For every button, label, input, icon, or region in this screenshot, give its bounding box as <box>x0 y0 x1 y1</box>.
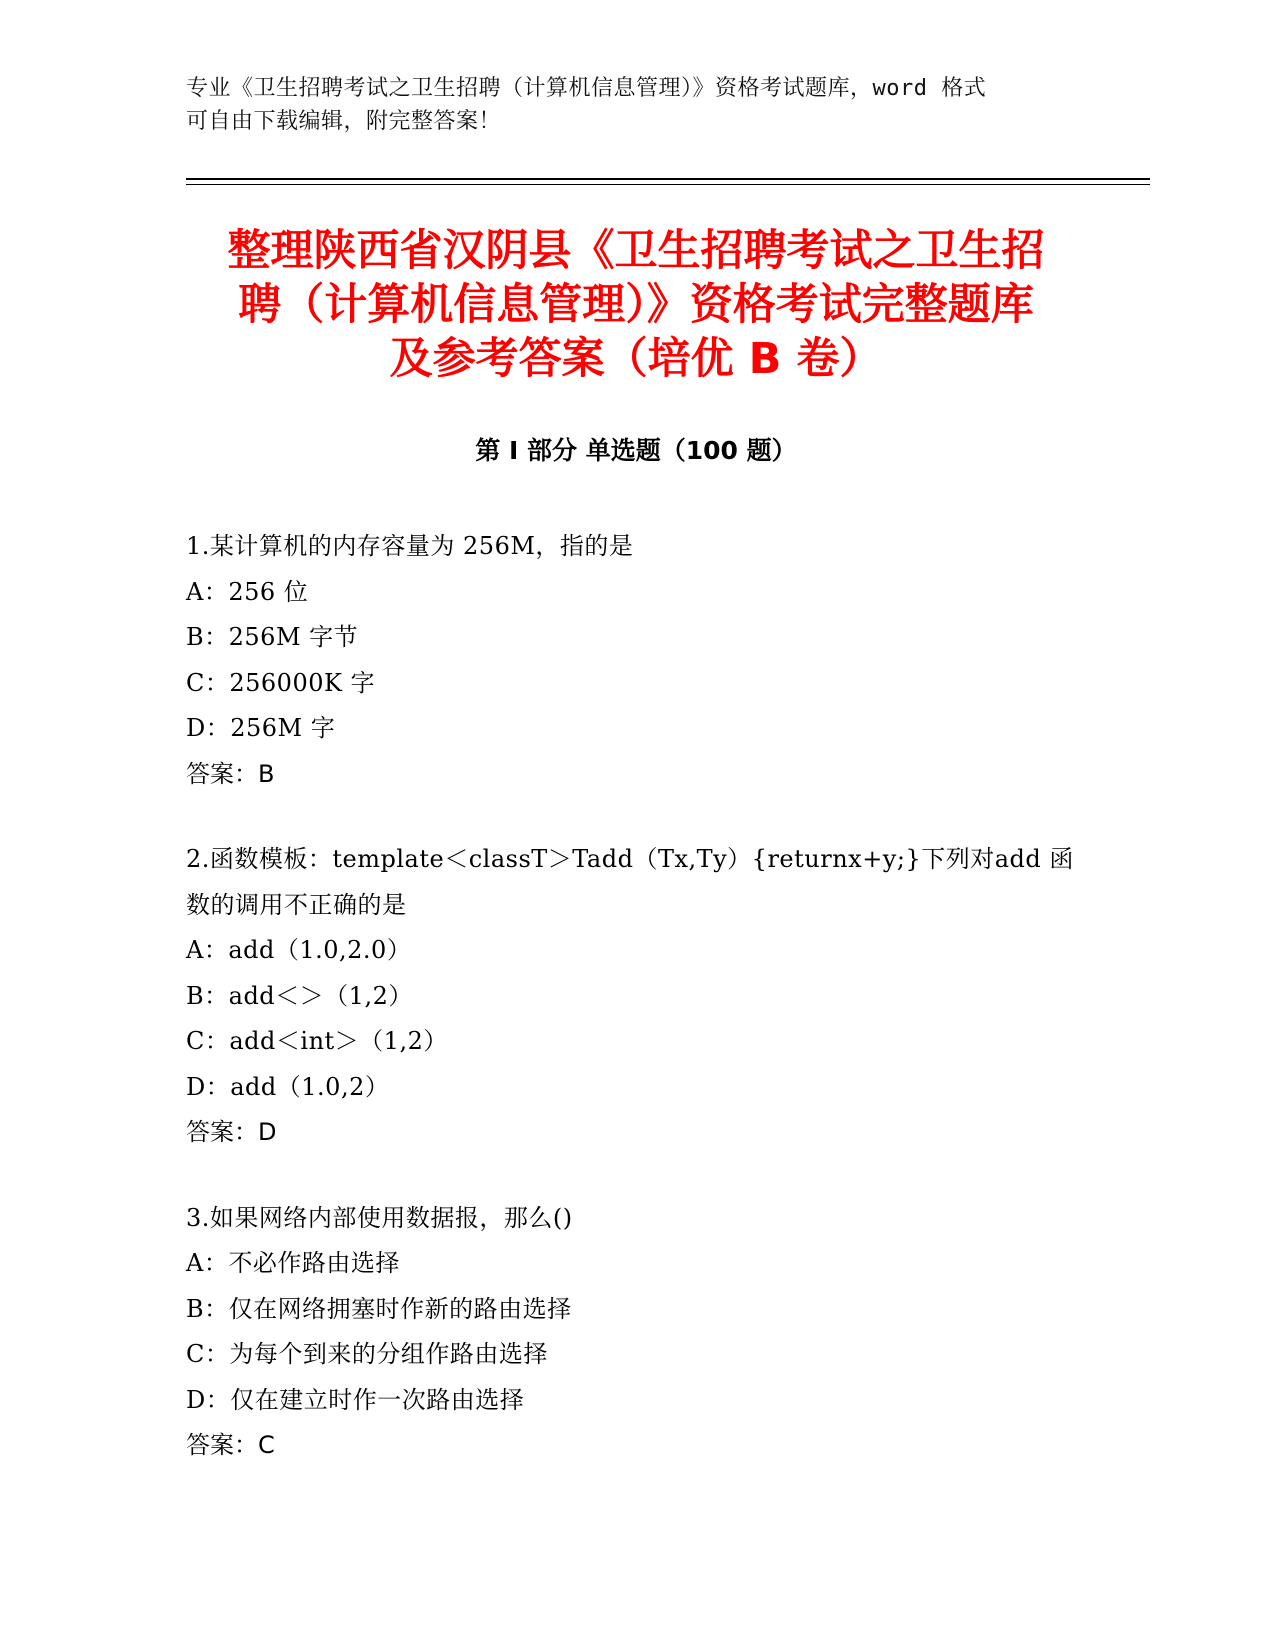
option-b: B：仅在网络拥塞时作新的路由选择 <box>186 1294 572 1323</box>
question-list <box>186 524 1086 1509</box>
section-heading: 第 I 部分 单选题（100 题） <box>475 436 797 465</box>
intro-line-2: 可自由下载编辑，附完整答案！ <box>186 109 502 134</box>
title-line-2: 聘（计算机信息管理）》资格考试完整题库 <box>238 280 1034 330</box>
question-2 <box>186 837 1086 1156</box>
answer: 答案：D <box>186 1118 277 1146</box>
option-c: C：256000K 字 <box>186 668 376 697</box>
option-d: D：256M 字 <box>186 714 336 742</box>
question-stem: 2.函数模板：template＜classT＞Tadd（Tx,Ty）{returnx+y;}下列对add 函数的调用不正确的是 <box>186 845 1074 919</box>
option-b: B：256M 字节 <box>186 623 359 651</box>
question-stem: 1.某计算机的内存容量为 256M，指的是 <box>186 532 634 560</box>
question-3 <box>186 1196 1086 1469</box>
question-stem: 3.如果网络内部使用数据报，那么() <box>186 1203 573 1232</box>
intro-line-1: 专业《卫生招聘考试之卫生招聘（计算机信息管理）》资格考试题库，word 格式 <box>186 76 987 101</box>
option-c: C：add＜int＞（1,2） <box>186 1027 448 1055</box>
document-title <box>186 224 1086 386</box>
option-b: B：add＜＞（1,2） <box>186 981 413 1010</box>
option-a: A：不必作路由选择 <box>186 1249 400 1277</box>
header-divider-thin <box>186 184 1150 185</box>
header-divider-thick <box>186 178 1150 180</box>
option-a: A：256 位 <box>186 577 309 606</box>
answer: 答案：C <box>186 1431 275 1459</box>
title-line-1: 整理陕西省汉阴县《卫生招聘考试之卫生招 <box>227 226 1045 276</box>
title-line-3: 及参考答案（培优 B 卷） <box>389 334 883 384</box>
question-1 <box>186 524 1086 797</box>
option-d: D：仅在建立时作一次路由选择 <box>186 1385 525 1414</box>
option-c: C：为每个到来的分组作路由选择 <box>186 1340 548 1368</box>
answer: 答案：B <box>186 759 275 788</box>
document-intro <box>186 72 1086 138</box>
option-a: A：add（1.0,2.0） <box>186 936 412 964</box>
option-d: D：add（1.0,2） <box>186 1072 390 1101</box>
